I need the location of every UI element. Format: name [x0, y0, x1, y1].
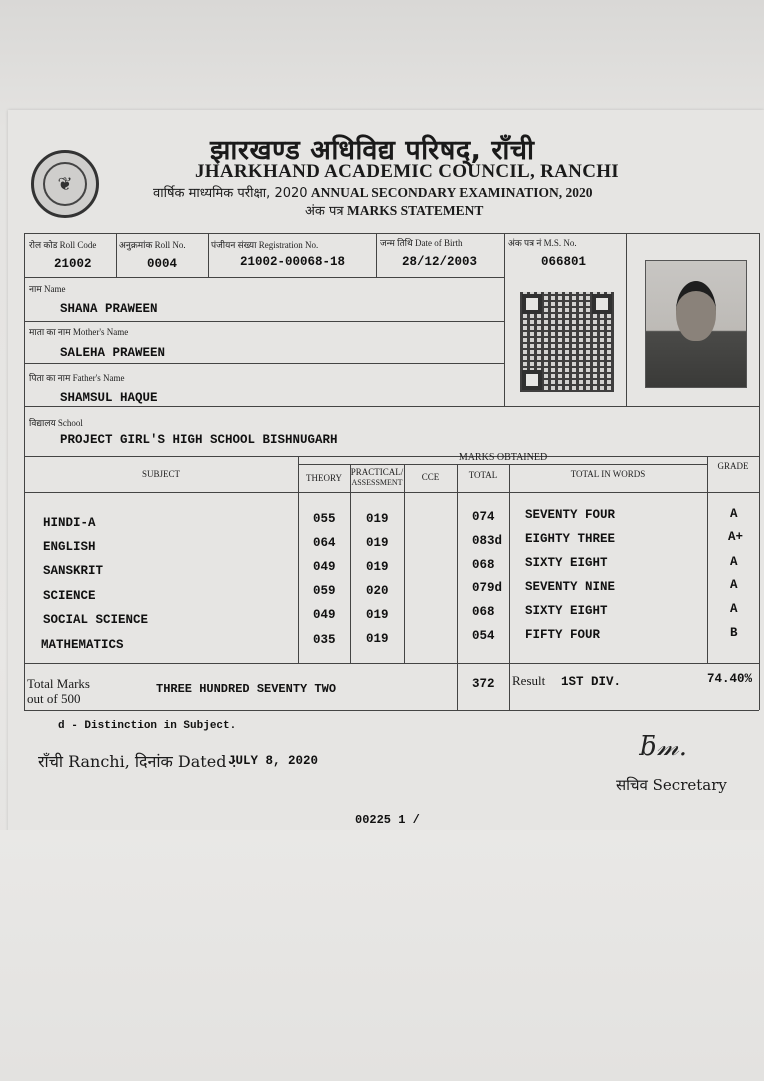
grade: A [730, 602, 738, 616]
ms-no-value: 066801 [541, 255, 587, 269]
practical-mark: 020 [366, 584, 389, 598]
serial-number: 00225 1 / [355, 813, 420, 827]
theory-mark: 064 [313, 536, 336, 550]
qr-code-icon [520, 292, 614, 392]
total-in-words: FIFTY FOUR [525, 628, 601, 642]
divider [350, 464, 351, 663]
total-mark: 068 [472, 605, 495, 619]
subject-name: MATHEMATICS [41, 638, 124, 652]
roll-code-value: 21002 [54, 257, 92, 271]
total-mark: 079d [472, 581, 503, 595]
background-surface [0, 830, 764, 1081]
divider [24, 277, 504, 278]
divider [457, 464, 458, 710]
divider [504, 233, 505, 406]
council-emblem-icon: ❦ [31, 150, 99, 218]
mother-name-label: माता का नाम Mother's Name [29, 327, 129, 337]
total-in-words: SEVENTY FOUR [525, 508, 616, 522]
practical-mark: 019 [366, 536, 389, 550]
subject-name: SANSKRIT [43, 564, 104, 578]
total-in-words-header: TOTAL IN WORDS [570, 469, 646, 479]
father-name: SHAMSUL HAQUE [60, 391, 158, 405]
grade-header: GRADE [717, 461, 749, 471]
name-label: नाम Name [29, 284, 66, 294]
student-name: SHANA PRAWEEN [60, 302, 158, 316]
school-name: PROJECT GIRL'S HIGH SCHOOL BISHNUGARH [60, 433, 338, 447]
theory-mark: 035 [313, 633, 336, 647]
divider [24, 663, 759, 664]
issue-date: JULY 8, 2020 [228, 754, 319, 768]
divider [707, 456, 708, 663]
practical-mark: 019 [366, 608, 389, 622]
practical-mark: 019 [366, 560, 389, 574]
secretary-signature: ƃ𝓂. [640, 732, 687, 762]
father-name-label: पिता का नाम Father's Name [29, 373, 125, 383]
practical-header-line1: PRACTICAL/ [350, 467, 404, 477]
registration-label: पंजीयन संख्या Registration No. [211, 240, 319, 250]
dob-label: जन्म तिथि Date of Birth [380, 238, 463, 248]
subject-name: SCIENCE [43, 589, 96, 603]
total-mark: 068 [472, 558, 495, 572]
subject-name: ENGLISH [43, 540, 96, 554]
registration-value: 21002-00068-18 [240, 255, 346, 269]
divider [24, 406, 759, 407]
divider [116, 233, 117, 277]
exam-title-english: ANNUAL SECONDARY EXAMINATION, 2020 [310, 185, 593, 200]
ms-title-english: MARKS STATEMENT [346, 203, 484, 218]
total-marks-out-of: out of 500 [27, 691, 81, 706]
total-marks-label: Total Marks [27, 676, 90, 691]
marks-obtained-header: MARKS OBTAINED [458, 452, 548, 463]
table-border-right [759, 233, 760, 710]
divider [24, 492, 759, 493]
grade: B [730, 626, 738, 640]
cce-header: CCE [421, 472, 440, 482]
dob-value: 28/12/2003 [402, 255, 478, 269]
practical-header-line2: ASSESSMENT [351, 478, 403, 487]
divider [509, 464, 510, 710]
school-label: विद्यालय School [29, 418, 83, 428]
divider [24, 363, 504, 364]
practical-mark: 019 [366, 512, 389, 526]
result-value: 1ST DIV. [561, 675, 622, 689]
divider [376, 233, 377, 277]
theory-mark: 059 [313, 584, 336, 598]
hindi-title: झारखण्ड अधिविद्य परिषद्, राँची [210, 135, 535, 166]
roll-code-label: रोल कोड Roll Code [29, 240, 97, 250]
theory-mark: 049 [313, 608, 336, 622]
result-label: Result [512, 673, 546, 688]
mother-name: SALEHA PRAWEEN [60, 346, 166, 360]
grand-total: 372 [472, 677, 495, 691]
divider [626, 233, 627, 406]
exam-title-hindi: वार्षिक माध्यमिक परीक्षा, 2020 [153, 186, 308, 201]
subject-name: HINDI-A [43, 516, 96, 530]
distinction-note: d - Distinction in Subject. [58, 720, 237, 732]
ms-title-hindi: अंक पत्र [305, 204, 344, 219]
roll-no-value: 0004 [147, 257, 178, 271]
subject-header: SUBJECT [141, 469, 180, 479]
table-border-bottom [24, 710, 759, 711]
grade: A [730, 555, 738, 569]
ms-no-label: अंक पत्र नं M.S. No. [508, 238, 577, 248]
divider [24, 321, 504, 322]
theory-mark: 049 [313, 560, 336, 574]
total-in-words: SIXTY EIGHT [525, 604, 608, 618]
divider [404, 464, 405, 663]
divider [298, 464, 708, 465]
total-in-words: SIXTY EIGHT [525, 556, 608, 570]
english-title: JHARKHAND ACADEMIC COUNCIL, RANCHI [195, 161, 619, 182]
dated-label: राँची Ranchi, दिनांक Dated : [38, 752, 237, 771]
divider [208, 233, 209, 277]
grade: A [730, 507, 738, 521]
subject-name: SOCIAL SCIENCE [43, 613, 149, 627]
theory-mark: 055 [313, 512, 336, 526]
table-border-top [24, 233, 759, 234]
grade: A [730, 578, 738, 592]
secretary-label: सचिव Secretary [616, 776, 727, 794]
total-in-words: THREE HUNDRED SEVENTY TWO [156, 682, 337, 696]
total-in-words: EIGHTY THREE [525, 532, 616, 546]
total-in-words: SEVENTY NINE [525, 580, 616, 594]
marks-statement-title [305, 201, 483, 219]
total-mark: 054 [472, 629, 495, 643]
exam-title [153, 183, 592, 201]
percentage: 74.40% [707, 672, 753, 686]
grade: A+ [728, 530, 744, 544]
total-header: TOTAL [468, 470, 498, 480]
total-mark: 074 [472, 510, 495, 524]
theory-header: THEORY [306, 473, 342, 483]
roll-no-label: अनुक्रमांक Roll No. [119, 240, 186, 250]
practical-mark: 019 [366, 632, 389, 646]
total-mark: 083d [472, 534, 503, 548]
student-photo [645, 260, 747, 388]
divider [298, 456, 299, 663]
